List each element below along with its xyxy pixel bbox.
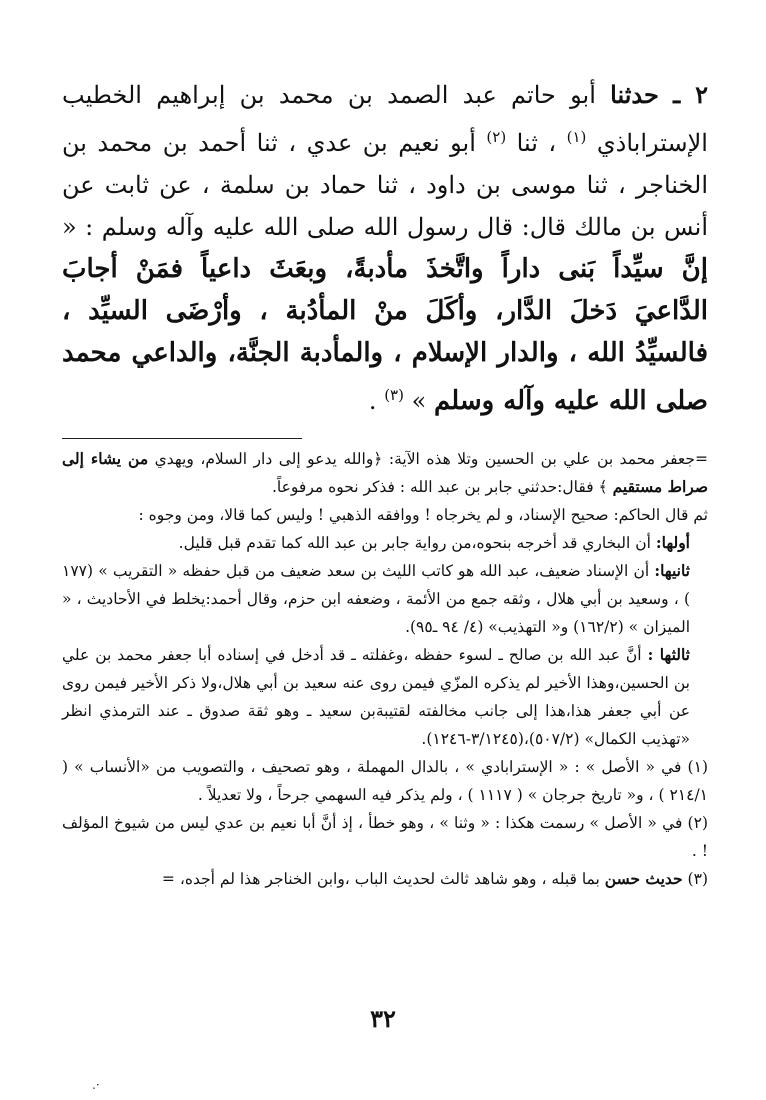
- hadith-matn: إنَّ سيِّداً بَنى داراً واتَّخذَ مأدبةً، وبعَثَ داعياً فمَنْ أجابَ الدَّاعيَ دَخلَ الدَّار، وأكَلَ منْ المأدُبة ، وأرْضَى السيِّد ، فالسيِّدُ الله ، والدار الإسلام ، والمأدبة الجنَّة، والداعي محمد صلى الله عليه وآله وسلم: [62, 254, 708, 416]
- isnad-line-4: مالك قال: قال رسول الله صلى الله عليه وآله وسلم : «: [62, 213, 623, 241]
- note-line-1: =جعفر محمد بن علي بن الحسين وتلا هذه الآية: ﴿والله يدعو إلى دار السلام، ويهدي: [154, 450, 708, 468]
- note-continuation: [62, 445, 708, 501]
- footnote-3: (٣) حديث حسن بما قبله ، وهو شاهد ثالث لحديث الباب ،وابن الخناجر هذا لم أجده، =: [161, 869, 708, 888]
- page-number: ٣٢: [370, 1004, 396, 1033]
- point-2-text: أن الإسناد ضعيف، عبد الله هو كاتب الليث بن سعد ضعيف من قبل حفظه « التقريب » (١٧٧ ) ، وسعيد بن أبي هلال ، وثقه جمع من الأئمة ، وضعفه ابن حزم، وقال أحمد:يخلط في الأحاديث ، « الميزان » (١٦٢/٢) و« التهذيب» (٤/ ٩٤ ـ٩٥).: [62, 562, 690, 636]
- footnotes: [62, 753, 708, 893]
- isnad-line-2c: أبو نعيم بن عدي ، ثنا أحمد بن محمد بن: [62, 129, 476, 157]
- note-point-3: [62, 641, 708, 753]
- margin-mark: ·.: [92, 1078, 100, 1092]
- point-2-label: ثانيها:: [654, 561, 690, 580]
- footnote-3-grade: حديث حسن: [604, 869, 683, 888]
- end-mark: .: [368, 387, 377, 415]
- isnad-line-2b: ، ثنا: [516, 129, 557, 157]
- note-point-2: [62, 557, 708, 641]
- page-body: [62, 74, 708, 893]
- footnote-ref-3: (٣): [384, 386, 404, 404]
- opening-word: حدثنا: [610, 80, 659, 109]
- note-point-1: [62, 529, 708, 557]
- footnote-ref-1: (١): [566, 128, 587, 146]
- note-line-2: ﴾ فقال:حدثني جابر بن عبد الله : فذكر نحوه مرفوعاً.: [272, 478, 608, 496]
- point-1-label: أولها:: [655, 533, 690, 552]
- point-1-text: أن البخاري قد أخرجه بنحوه،من رواية جابر بن عبد الله كما تقدم قبل قليل.: [178, 534, 651, 552]
- hadith-number: ٢ ـ: [673, 80, 708, 109]
- point-3-label: ثالثها :: [647, 645, 691, 664]
- hadith-paragraph: [62, 74, 708, 422]
- footnote-1: (١) في « الأصل » : « الإسترابادي » ، بالدال المهملة ، وهو تصحيف ، والتصويب من «الأنساب » ( ٢١٤/١ ) ، و« تاريخ جرجان » ( ١١١٧ ) ، ولم يذكر فيه السهمي جرحاً ، ولا تعديلاً .: [62, 758, 708, 804]
- isnad-line-3: الخناجر ، ثنا موسى بن داود ، ثنا حماد بن سلمة ، عن ثابت عن أنس بن: [62, 171, 708, 241]
- footnote-ref-2: (٢): [486, 128, 507, 146]
- isnad-line-1: أبو حاتم عبد الصمد بن محمد بن إبراهيم الخطيب: [62, 81, 596, 109]
- note-verse-bold: من يشاء إلى صراط مستقيم: [62, 449, 708, 496]
- separator-rule: [62, 438, 302, 439]
- isnad-line-2a: الإستراباذي: [596, 129, 708, 157]
- closing-quote: »: [411, 387, 427, 415]
- note-hakim: ثم قال الحاكم: صحيح الإسناد، و لم يخرجاه ! ووافقه الذهبي ! وليس كما قالا، ومن وجوه :: [138, 506, 708, 524]
- point-3-text: أنَّ عبد الله بن صالح ـ لسوء حفظه ،وغفلته ـ قد أدخل في إسناده أبا جعفر محمد بن علي بن الحسين،وهذا الأخير لم يذكره المزّي فيمن روى عنه سعيد بن أبي هلال،ولا ذكر الأخير فيمن روى عن أبي جعفر هذا،هذا إلى جانب مخالفته لقتيبةبن سعيد ـ وهو ثقة صدوق ـ عند الترمذي انظر «تهذيب الكمال» (٥٠٧/٢)،(٣/١٢٤٥-١٢٤٦).: [62, 646, 690, 748]
- continued-notes: [62, 445, 708, 753]
- footnote-2: (٢) في « الأصل » رسمت هكذا : « وثنا » ، وهو خطأ ، إذ أنَّ أبا نعيم بن عدي ليس من شيوخ المؤلف ! .: [62, 814, 708, 860]
- main-text: [62, 74, 708, 422]
